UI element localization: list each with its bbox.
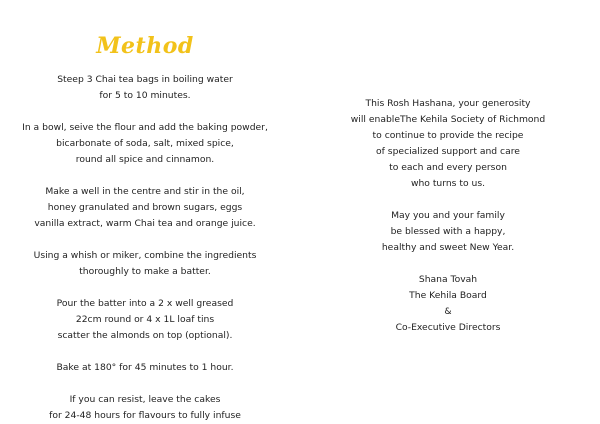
method-step-line: If you can resist, leave the cakes [69,394,221,405]
method-step-line: In a bowl, seive the flour and add the baking powder, [22,122,268,133]
greeting-line: May you and your family [391,210,505,221]
method-step-line: for 5 to 10 minutes. [99,90,191,101]
method-step [0,296,290,344]
greeting-line: This Rosh Hashana, your generosity [365,98,531,109]
greeting-line: be blessed with a happy, [390,226,506,237]
signature-block [300,272,596,336]
greeting-line: who turns to us. [410,178,486,189]
method-step-line: Bake at 180° for 45 minutes to 1 hour. [56,362,234,373]
method-step-line: Pour the batter into a 2 x well greased [56,298,234,309]
signature-line: Co-Executive Directors [395,322,501,333]
greeting-paragraph [300,96,596,192]
greeting-column [300,96,596,352]
method-step-line: for 24-48 hours for flavours to fully infuse [49,410,241,421]
method-step-line: vanilla extract, warm Chai tea and orange juice. [34,218,256,229]
method-step-line: Using a whish or miker, combine the ingredients [33,250,257,261]
method-step-line: thoroughly to make a batter. [79,266,211,277]
method-step-line: 22cm round or 4 x 1L loaf tins [75,314,215,325]
greeting-line: healthy and sweet New Year. [381,242,515,253]
greeting-line: to continue to provide the recipe [372,130,524,141]
greeting-line: of specialized support and care [376,146,520,157]
method-step-line: honey granulated and brown sugars, eggs [47,202,243,213]
greeting-line: to each and every person [389,162,507,173]
method-step [0,248,290,280]
method-step [0,72,290,104]
new-year-wish [300,208,596,256]
method-step [0,120,290,168]
signature-line: & [444,306,452,317]
greeting-line: will enableThe Kehila Society of Richmond [350,114,546,125]
method-step [0,360,290,376]
signature-line: Shana Tovah [418,274,478,285]
method-step-line: scatter the almonds on top (optional). [57,330,233,341]
method-column [0,34,290,424]
method-title: Method [96,33,194,59]
method-step [0,184,290,232]
method-step-line: round all spice and cinnamon. [75,154,215,165]
method-step-line: Steep 3 Chai tea bags in boiling water [57,74,233,85]
signature-line: The Kehila Board [409,290,487,301]
method-step-line: bicarbonate of soda, salt, mixed spice, [56,138,234,149]
method-step [0,392,290,424]
method-step-line: Make a well in the centre and stir in the oil, [45,186,245,197]
